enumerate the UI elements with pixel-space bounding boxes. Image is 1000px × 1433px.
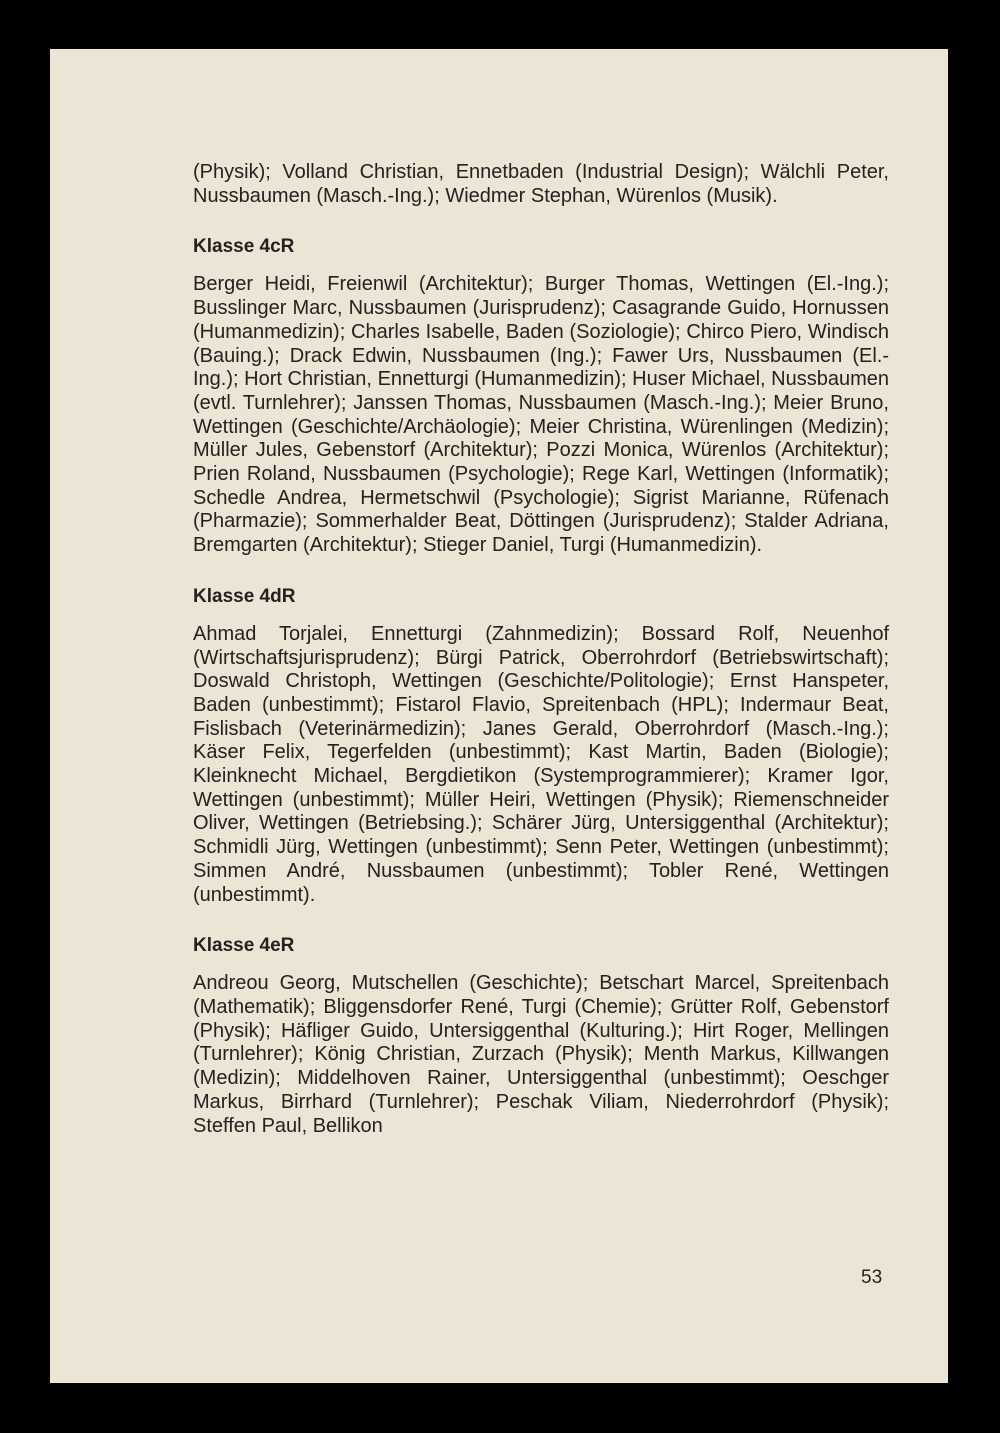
section-heading-4dr: Klasse 4dR bbox=[193, 585, 296, 607]
section-text-4dr: Ahmad Torjalei, Ennetturgi (Zahnmedizin); Bossard Rolf, Neuenhof (Wirtschaftsjurisprudenz); Bürgi Patrick, Oberrohrdorf (Betriebswirtschaft); Doswald Christoph, Wettingen (Geschichte/Politologie); Ernst Hanspeter, Baden (unbestimmt); Fistarol Flavio, Spreitenbach (HPL); Indermaur Beat, Fislisbach (Veterinärmedizin); Janes Gerald, Oberrohrdorf (Masch.-Ing.); Käser Felix, Tegerfelden (unbestimmt); Kast Martin, Baden (Biologie); Kleinknecht Michael, Bergdietikon (Systemprogrammierer); Kramer Igor, Wettingen (unbestimmt); Müller Heiri, Wettingen (Physik); Riemenschneider Oliver, Wettingen (Betriebsing.); Schärer Jürg, Untersiggenthal (Architektur); Schmidli Jürg, Wettingen (unbestimmt); Senn Peter, Wettingen (unbestimmt); Simmen André, Nussbaumen (unbestimmt); Tobler René, Wettingen (unbestimmt). bbox=[193, 622, 889, 906]
intro-paragraph: (Physik); Volland Christian, Ennetbaden (Industrial Design); Wälchli Peter, Nussbaumen (Masch.-Ing.); Wiedmer Stephan, Würenlos (Musik). bbox=[193, 161, 889, 207]
page-number: 53 bbox=[861, 1267, 883, 1288]
section-heading-4er: Klasse 4eR bbox=[193, 935, 295, 957]
page-content bbox=[193, 161, 889, 1138]
section-text-4er: Andreou Georg, Mutschellen (Geschichte); Betschart Marcel, Spreitenbach (Mathematik); Bliggensdorfer René, Turgi (Chemie); Grütter Rolf, Gebenstorf (Physik); Häfliger Guido, Untersiggenthal (Kulturing.); Hirt Roger, Mellingen (Turnlehrer); König Christian, Zurzach (Physik); Menth Markus, Killwangen (Medizin); Middelhoven Rainer, Untersiggenthal (unbestimmt); Oeschger Markus, Birrhard (Turnlehrer); Peschak Viliam, Niederrohrdorf (Physik); Steffen Paul, Bellikon bbox=[193, 972, 889, 1137]
section-heading-4cr: Klasse 4cR bbox=[193, 236, 295, 258]
book-page bbox=[50, 49, 948, 1383]
section-text-4cr: Berger Heidi, Freienwil (Architektur); Burger Thomas, Wettingen (El.-Ing.); Busslinger Marc, Nussbaumen (Jurisprudenz); Casagrande Guido, Hornussen (Humanmedizin); Charles Isabelle, Baden (Soziologie); Chirco Piero, Windisch (Bauing.); Drack Edwin, Nussbaumen (Ing.); Fawer Urs, Nussbaumen (El.-Ing.); Hort Christian, Ennetturgi (Humanmedizin); Huser Michael, Nussbaumen (evtl. Turnlehrer); Janssen Thomas, Nussbaumen (Masch.-Ing.); Meier Bruno, Wettingen (Geschichte/Archäologie); Meier Christina, Würenlingen (Medizin); Müller Jules, Gebenstorf (Architektur); Pozzi Monica, Würenlos (Architektur); Prien Roland, Nussbaumen (Psychologie); Rege Karl, Wettingen (Informatik); Schedle Andrea, Hermetschwil (Psychologie); Sigrist Marianne, Rüfenach (Pharmazie); Sommerhalder Beat, Döttingen (Jurisprudenz); Stalder Adriana, Bremgarten (Architektur); Stieger Daniel, Turgi (Humanmedizin). bbox=[193, 273, 889, 557]
